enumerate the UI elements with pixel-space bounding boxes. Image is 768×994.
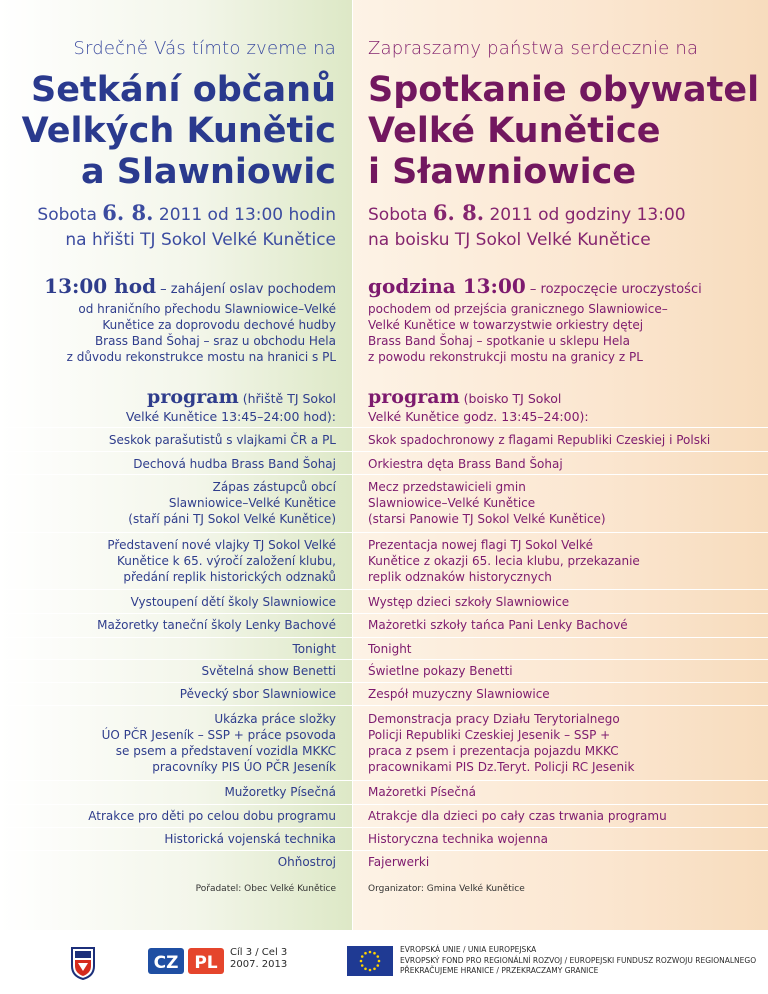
program-note: (boisko TJ Sokol: [459, 391, 562, 406]
event-title: [368, 70, 759, 193]
eu-star: [369, 969, 372, 972]
eu-star: [378, 960, 381, 963]
program-item: Historyczna technika wojenna: [368, 832, 548, 846]
eu-star: [361, 955, 364, 958]
row-separator: [0, 850, 352, 851]
title-line: a Slawniowic: [81, 152, 336, 192]
row-separator: [0, 804, 352, 805]
row-separator: [353, 474, 768, 475]
event-venue: na hřišti TJ Sokol Velké Kunětice: [65, 230, 336, 250]
program-period: [230, 947, 287, 971]
date-prefix: Sobota: [368, 205, 433, 225]
eu-star: [364, 952, 367, 955]
eu-star: [373, 952, 376, 955]
eu-star: [364, 967, 367, 970]
program-item: Mażoretki Písečná: [368, 785, 476, 799]
event-title: [22, 70, 336, 193]
row-separator: [0, 427, 352, 428]
eu-star: [376, 955, 379, 958]
title-line: i Sławniowice: [368, 152, 637, 192]
program-item: Skok spadochronowy z flagami Republiki Czeskiej i Polski: [368, 433, 711, 447]
eu-star: [373, 967, 376, 970]
cz-label: CZ: [153, 953, 179, 973]
row-separator: [353, 532, 768, 533]
date-suffix: 2011 od godziny 13:00: [484, 205, 686, 225]
event-date: [368, 200, 686, 253]
program-item: Prezentacja nowej flagi TJ Sokol Velké Kunětice z okazji 65. lecia klubu, przekazanie replik odznaków historycznych: [368, 538, 640, 584]
start-time: 13:00 hod: [44, 274, 157, 298]
program-note-line2: Velké Kunětice godz. 13:45–24:00):: [368, 409, 589, 424]
row-separator: [0, 451, 352, 452]
program-heading: [126, 388, 336, 426]
eu-line: PŘEKRAČUJEME HRANICE / PRZEKRACZAMY GRANICE: [400, 966, 599, 975]
start-time: godzina 13:00: [368, 274, 526, 298]
row-separator: [353, 637, 768, 638]
organizer: Organizator: Gmina Velké Kunětice: [368, 884, 525, 894]
program-item: Atrakce pro děti po celou dobu programu: [88, 809, 336, 823]
start-time-heading: [368, 274, 702, 298]
program-item: Vystoupení dětí školy Slawniowice: [130, 595, 336, 609]
program-label: program: [147, 386, 239, 408]
eu-funding-text: [400, 945, 756, 977]
row-separator: [353, 659, 768, 660]
cil-label: Cíl 3 / Cel 3: [230, 947, 288, 958]
sokol-emblem-icon: [70, 946, 96, 980]
program-item: Tonight: [368, 642, 412, 656]
program-item: Představení nové vlajky TJ Sokol Velké Kunětice k 65. výročí založení klubu, předání replik historických odznaků: [107, 538, 336, 584]
program-item: Ohňostroj: [277, 855, 336, 869]
date-day: 6. 8.: [102, 200, 154, 225]
eu-star: [360, 960, 363, 963]
program-item: Świetlne pokazy Benetti: [368, 664, 513, 678]
row-separator: [353, 451, 768, 452]
title-line: Spotkanie obywatel: [368, 70, 760, 110]
cz-pl-logo: [148, 946, 226, 976]
pl-label: PL: [194, 953, 218, 973]
row-separator: [0, 705, 352, 706]
program-item: Orkiestra dęta Brass Band Šohaj: [368, 457, 563, 471]
start-time-heading: [44, 274, 336, 298]
program-item: Mužoretky Písečná: [224, 785, 336, 799]
program-item: Seskok parašutistů s vlajkami ČR a PL: [108, 433, 336, 447]
row-separator: [353, 613, 768, 614]
description-line: Brass Band Šohaj – spotkanie u sklepu Hela: [368, 334, 630, 348]
row-separator: [353, 827, 768, 828]
event-date: [37, 200, 336, 253]
program-item: Zápas zástupců obcí Slawniowice–Velké Kunětice (staří páni TJ Sokol Velké Kunětice): [128, 480, 336, 526]
description-line: z powodu rekonstrukcji mostu na granicy z PL: [368, 350, 643, 364]
row-separator: [353, 682, 768, 683]
program-item: Pěvecký sbor Slawniowice: [179, 687, 336, 701]
eu-star: [361, 964, 364, 967]
start-time-note: – rozpoczęcie uroczystości: [525, 282, 702, 297]
row-separator: [0, 637, 352, 638]
program-note: (hřiště TJ Sokol: [238, 391, 336, 406]
row-separator: [353, 804, 768, 805]
program-item: Mecz przedstawicieli gmin Slawniowice–Velké Kunětice (starsi Panowie TJ Sokol Velké Kunětice): [368, 480, 606, 526]
program-item: Występ dzieci szkoły Slawniowice: [368, 595, 570, 609]
description-line: z důvodu rekonstrukce mostu na hranici s PL: [66, 350, 336, 364]
program-item: Historická vojenská technika: [164, 832, 336, 846]
program-item: Demonstracja pracy Działu Terytorialnego Policji Republiki Czeskiej Jesenik – SSP + praca z psem i prezentacja pojazdu MKKC pracownikami PIS Dz.Teryt. Policji RC Jesenik: [368, 712, 635, 774]
program-note-line2: Velké Kunětice 13:45–24:00 hod):: [125, 409, 336, 424]
program-item: Zespół muzyczny Slawniowice: [368, 687, 550, 701]
description-line: Brass Band Šohaj – sraz u obchodu Hela: [94, 334, 336, 348]
program-item: Ukázka práce složky ÚO PČR Jeseník – SSP + práce psovoda se psem a představení vozidla MKKC pracovníky PIS ÚO PČR Jeseník: [101, 712, 336, 774]
row-separator: [0, 589, 352, 590]
start-description: [368, 301, 728, 365]
date-suffix: 2011 od 13:00 hodin: [153, 205, 336, 225]
program-item: Dechová hudba Brass Band Šohaj: [133, 457, 336, 471]
eu-flag-icon: [347, 946, 393, 976]
description-line: od hraničního přechodu Slawniowice–Velké: [78, 302, 336, 316]
eu-star: [369, 951, 372, 954]
program-item: Fajerwerki: [368, 855, 430, 869]
program-item: Atrakcje dla dzieci po cały czas trwania programu: [368, 809, 667, 823]
event-venue: na boisku TJ Sokol Velké Kunětice: [368, 230, 651, 250]
program-item: Mažoretky taneční školy Lenky Bachové: [97, 618, 336, 632]
column-divider: [352, 0, 353, 930]
intro-text: Srdečně Vás tímto zveme na: [73, 38, 336, 59]
intro-text: Zapraszamy państwa serdecznie na: [368, 38, 699, 59]
row-separator: [0, 780, 352, 781]
start-description: [0, 301, 336, 365]
eu-line: EVROPSKÝ FOND PRO REGIONÁLNÍ ROZVOJ / EUROPEJSKI FUNDUSZ ROZWOJU REGIONALNEGO: [400, 955, 757, 965]
row-separator: [0, 827, 352, 828]
description-line: Velké Kunětice w towarzystwie orkiestry dętej: [368, 318, 644, 332]
row-separator: [353, 850, 768, 851]
title-line: Velké Kunětice: [368, 111, 661, 151]
row-separator: [353, 705, 768, 706]
row-separator: [0, 532, 352, 533]
row-separator: [353, 780, 768, 781]
program-item: Světelná show Benetti: [201, 664, 336, 678]
program-item: Tonight: [292, 642, 336, 656]
period-label: 2007. 2013: [230, 959, 288, 970]
program-heading: [368, 388, 589, 426]
date-day: 6. 8.: [432, 200, 485, 225]
program-label: program: [368, 386, 460, 408]
program-item: Mażoretki szkoły tańca Pani Lenky Bachové: [368, 618, 628, 632]
row-separator: [0, 659, 352, 660]
row-separator: [0, 474, 352, 475]
row-separator: [353, 589, 768, 590]
eu-star: [376, 964, 379, 967]
start-time-note: – zahájení oslav pochodem: [156, 282, 336, 297]
description-line: Kunětice za doprovodu dechové hudby: [102, 318, 336, 332]
row-separator: [0, 613, 352, 614]
eu-line: EVROPSKÁ UNIE / UNIA EUROPEJSKA: [400, 945, 537, 954]
row-separator: [353, 427, 768, 428]
title-line: Setkání občanů: [31, 70, 336, 110]
title-line: Velkých Kunětic: [21, 111, 336, 151]
organizer: Pořadatel: Obec Velké Kunětice: [195, 884, 336, 894]
row-separator: [0, 682, 352, 683]
description-line: pochodem od przejścia granicznego Slawniowice–: [368, 302, 668, 316]
date-prefix: Sobota: [37, 205, 103, 225]
